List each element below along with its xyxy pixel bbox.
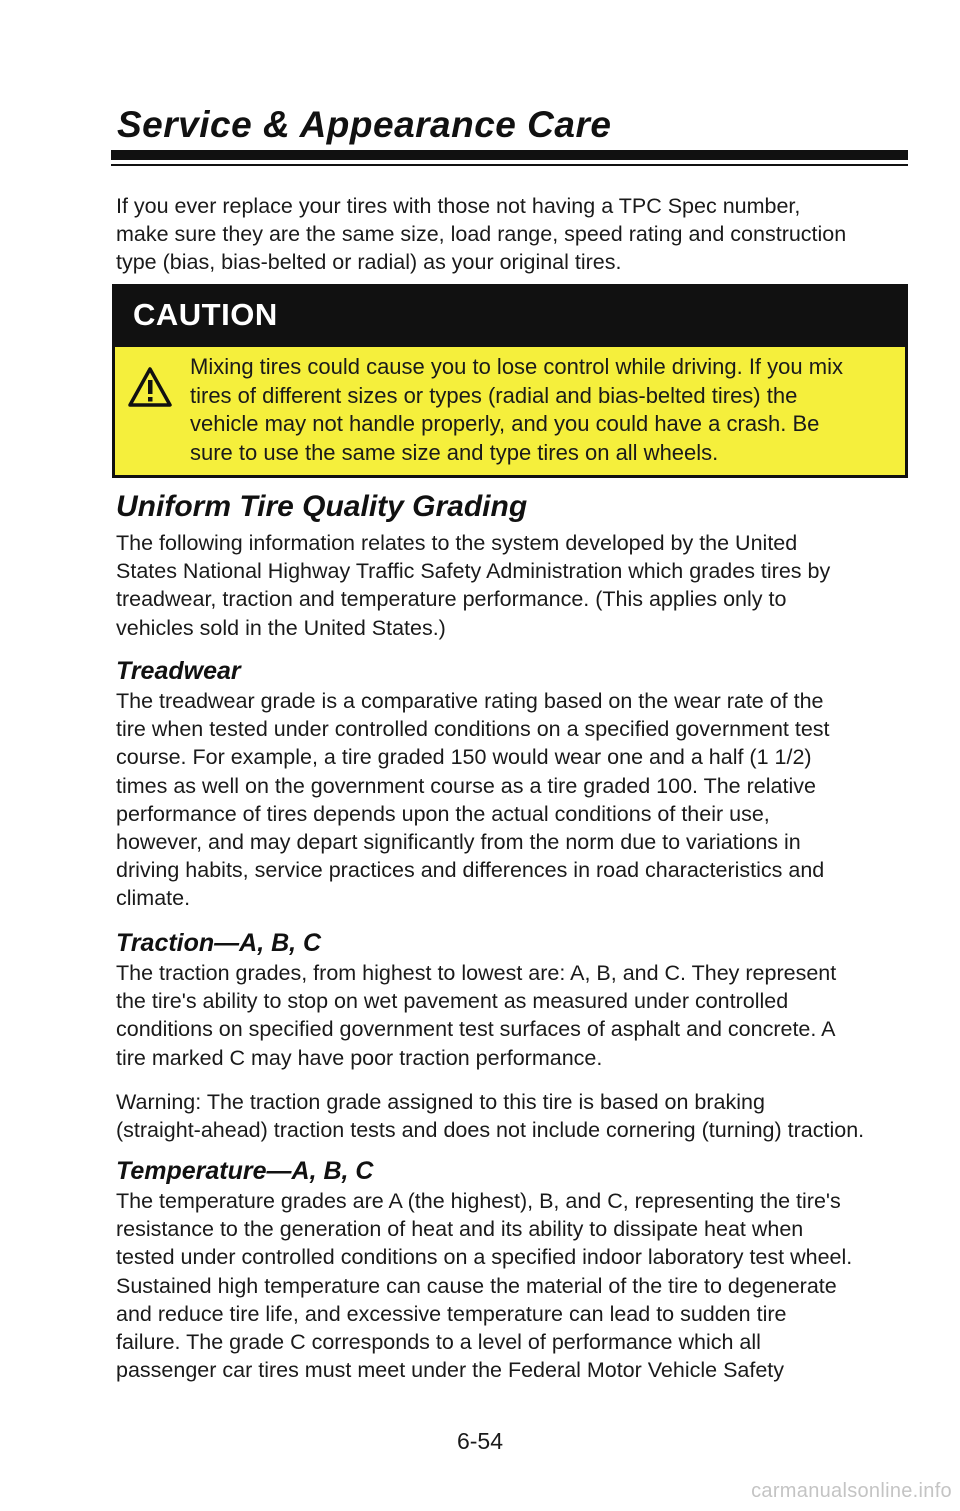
caution-box <box>112 284 908 478</box>
warning-triangle-icon <box>128 367 172 407</box>
header-rule <box>111 150 908 160</box>
uniform-grading-text: The following information relates to the system developed by the United States National Highway Traffic Safety Administration which grades tires by treadwear, traction and temperature performance. (This applies only to vehicles sold in the United States.) <box>116 531 831 640</box>
caution-title-bar <box>115 287 905 347</box>
caution-title: CAUTION <box>133 297 278 332</box>
section-header: Service & Appearance Care <box>117 104 612 145</box>
traction-heading: Traction—A, B, C <box>116 929 322 957</box>
uniform-grading-heading: Uniform Tire Quality Grading <box>116 490 528 523</box>
traction-text: The traction grades, from highest to lowest are: A, B, and C. They represent the tire's ability to stop on wet pavement as measured under controlled conditions on specified government test surfaces of asphalt and concrete. A tire marked C may have poor traction performance. <box>116 961 837 1070</box>
temperature-text: The temperature grades are A (the highest), B, and C, representing the tire's resistance to the generation of heat and its ability to dissipate heat when tested under controlled conditions on a specified indoor laboratory test wheel. Sustained high temperature can cause the material of the tire to degenerate and reduce tire life, and excessive temperature can lead to sudden tire failure. The grade C corresponds to a level of performance which all passenger car tires must meet under the Federal Motor Vehicle Safety <box>116 1189 853 1383</box>
header-rule-thin <box>111 164 908 166</box>
treadwear-text: The treadwear grade is a comparative rating based on the wear rate of the tire when tested under controlled conditions on a specified government test course. For example, a tire graded 150 would wear one and a half (1 1/2) times as well on the government course as a tire graded 100. The relative performance of tires depends upon the actual conditions of their use, however, and may depart significantly from the norm due to variations in driving habits, service practices and differences in road characteristics and climate. <box>116 689 830 911</box>
caution-text: Mixing tires could cause you to lose control while driving. If you mix tires of different sizes or types (radial and bias-belted tires) the vehicle may not handle properly, and you could have a crash. Be sure to use the same size and type tires on all wheels. <box>190 354 843 465</box>
watermark: carmanualsonline.info <box>751 1480 952 1502</box>
intro-paragraph: If you ever replace your tires with those not having a TPC Spec number, make sure they are the same size, load range, speed rating and construction type (bias, bias-belted or radial) as your original tires. <box>116 194 847 275</box>
traction-warning: Warning: The traction grade assigned to this tire is based on braking (straight-ahead) traction tests and does not include cornering (turning) traction. <box>116 1090 865 1143</box>
temperature-heading: Temperature—A, B, C <box>116 1157 374 1185</box>
treadwear-heading: Treadwear <box>116 657 241 685</box>
page-number: 6-54 <box>456 1428 504 1454</box>
